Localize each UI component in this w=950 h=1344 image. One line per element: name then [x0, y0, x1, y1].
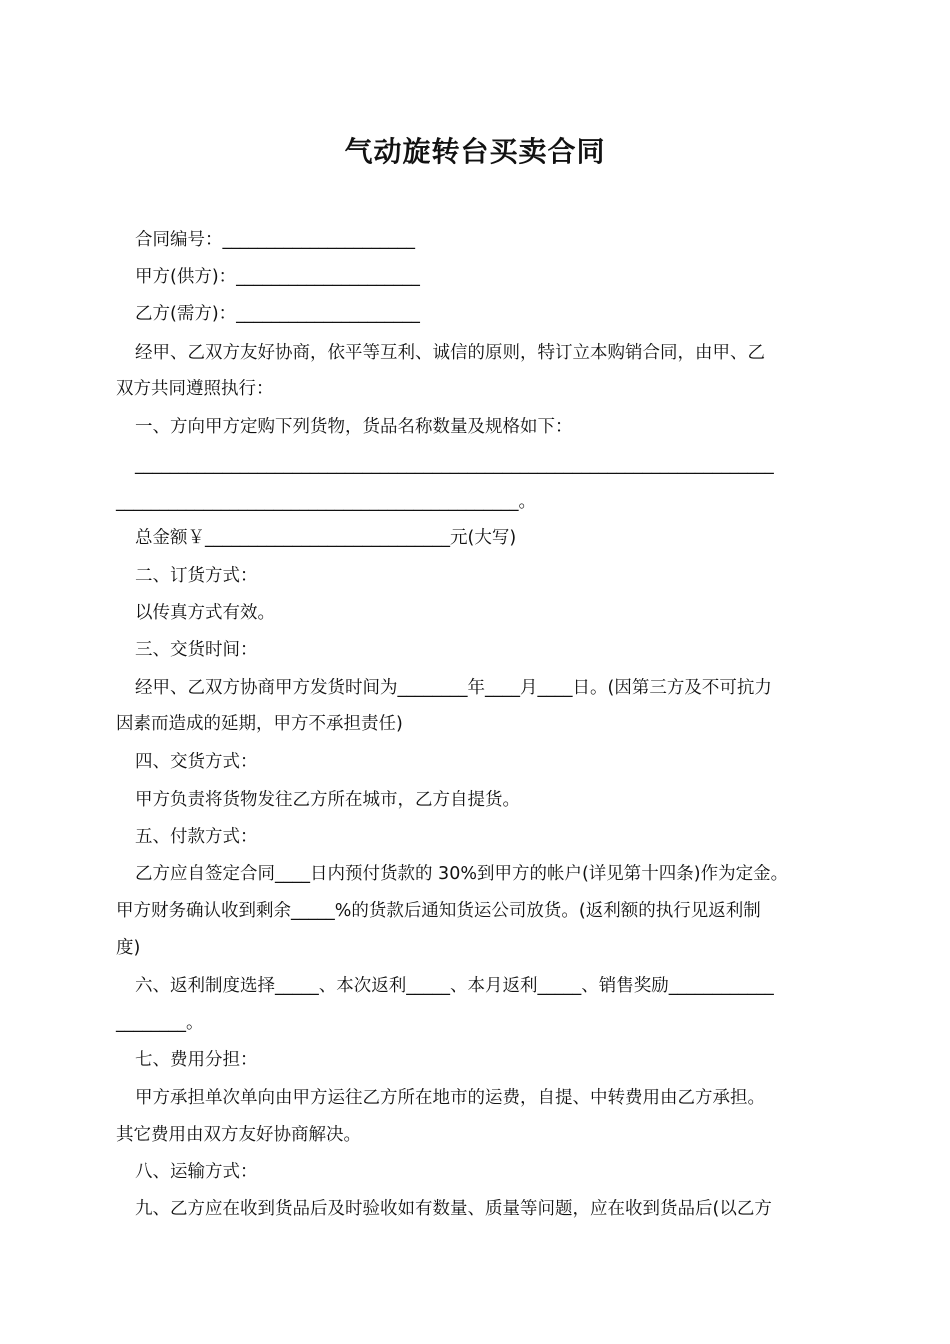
clause-6-text-2: ________。	[116, 1013, 204, 1033]
goods-blank-line-1: _________________________________________________________________________	[135, 455, 774, 475]
clause-2-heading: 二、订货方式：	[135, 566, 258, 586]
clause-1-heading: 一、方向甲方定购下列货物，货品名称数量及规格如下：	[135, 417, 573, 437]
clause-7-heading: 七、费用分担：	[135, 1050, 258, 1070]
goods-blank-line-2: ______________________________________________。	[116, 492, 536, 512]
clause-8-heading: 八、运输方式：	[135, 1162, 258, 1182]
clause-5-text-2: 甲方财务确认收到剩余_____%的货款后通知货运公司放货。(返利额的执行见返利制	[116, 901, 761, 921]
clause-3-text-2: 因素而造成的延期，甲方不承担责任)	[116, 714, 403, 734]
party-b-line: 乙方(需方)：_____________________	[135, 304, 420, 324]
total-amount-line: 总金额￥____________________________元(大写)	[135, 528, 517, 548]
clause-3-text-1: 经甲、乙双方协商甲方发货时间为________年____月____日。(因第三方及不可抗力	[135, 678, 772, 698]
contract-number-line: 合同编号：______________________	[135, 230, 415, 250]
clause-5-heading: 五、付款方式：	[135, 827, 258, 847]
clause-2-text: 以传真方式有效。	[135, 603, 275, 623]
preamble-line-1: 经甲、乙双方友好协商，依平等互利、诚信的原则，特订立本购销合同，由甲、乙	[135, 343, 765, 363]
clause-7-text-2: 其它费用由双方友好协商解决。	[116, 1125, 361, 1145]
clause-6-text-1: 六、返利制度选择_____、本次返利_____、本月返利_____、销售奖励____________	[135, 976, 774, 996]
clause-7-text-1: 甲方承担单次单向由甲方运往乙方所在地市的运费，自提、中转费用由乙方承担。	[135, 1088, 765, 1108]
clause-4-heading: 四、交货方式：	[135, 752, 258, 772]
preamble-line-2: 双方共同遵照执行：	[116, 379, 274, 399]
party-a-line: 甲方(供方)：_____________________	[135, 267, 420, 287]
clause-4-text: 甲方负责将货物发往乙方所在城市，乙方自提货。	[135, 790, 520, 810]
clause-9-text-1: 九、乙方应在收到货品后及时验收如有数量、质量等问题，应在收到货品后(以乙方	[135, 1199, 772, 1219]
clause-5-text-1: 乙方应自签定合同____日内预付货款的 30%到甲方的帐户(详见第十四条)作为定金。	[135, 864, 789, 884]
document-title: 气动旋转台买卖合同	[344, 135, 606, 168]
clause-5-text-3: 度)	[116, 938, 141, 958]
clause-3-heading: 三、交货时间：	[135, 640, 258, 660]
